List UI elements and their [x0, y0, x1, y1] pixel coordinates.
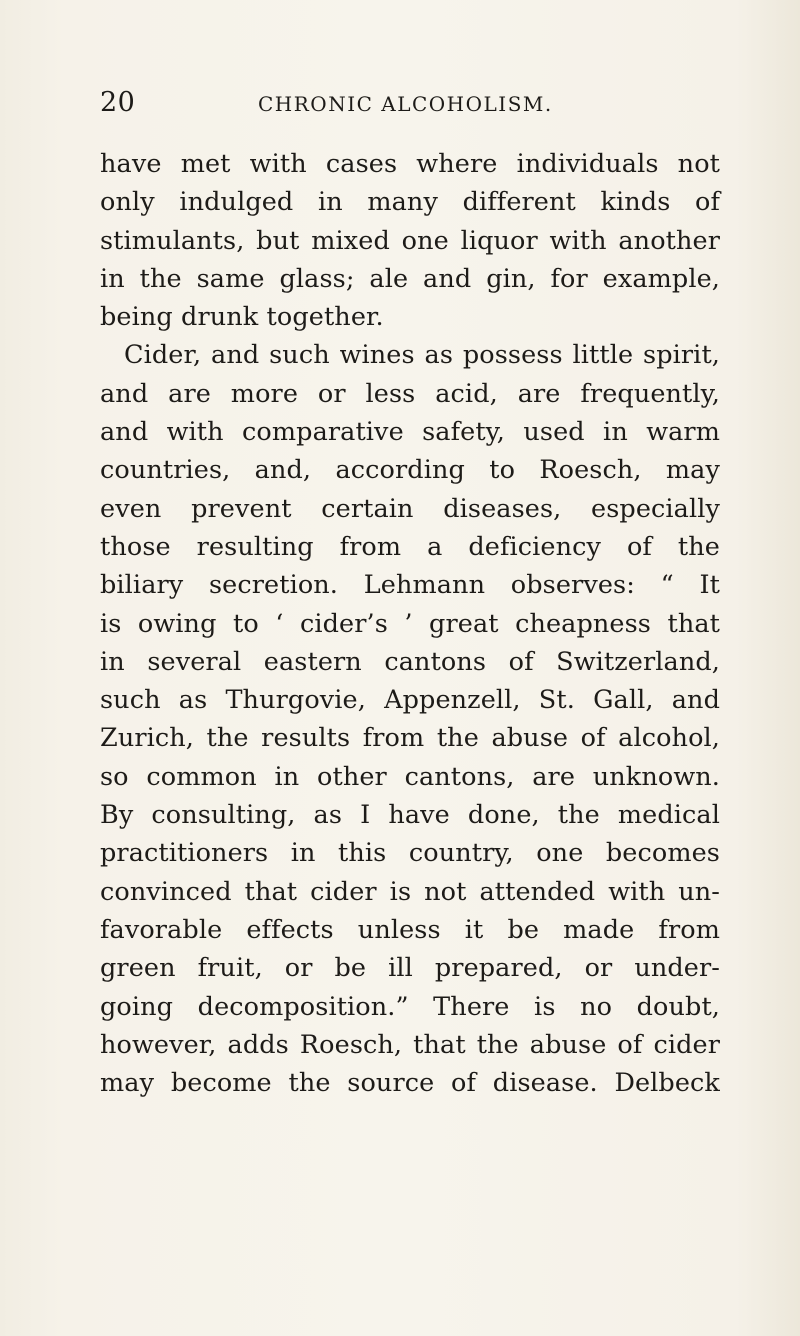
- text-line: green fruit, or be ill prepared, or under-: [100, 953, 720, 984]
- text-line: and with comparative safety, used in warm: [100, 417, 720, 448]
- text-line: being drunk together.: [100, 302, 384, 333]
- text-line: favorable effects unless it be made from: [100, 914, 720, 945]
- body-text: [100, 145, 720, 1102]
- text-line: practitioners in this country, one becomes: [100, 838, 720, 869]
- text-line: in several eastern cantons of Switzerland,: [100, 646, 720, 677]
- text-line: and are more or less acid, are frequently,: [100, 378, 720, 409]
- text-line: By consulting, as I have done, the medical: [100, 800, 720, 831]
- running-title: CHRONIC ALCOHOLISM.: [258, 92, 553, 116]
- text-line: may become the source of disease. Delbeck: [100, 1068, 720, 1099]
- text-line: so common in other cantons, are unknown.: [100, 761, 720, 792]
- text-line: even prevent certain diseases, especially: [100, 493, 720, 524]
- text-line: have met with cases where individuals not: [100, 149, 720, 179]
- text-line: however, adds Roesch, that the abuse of cider: [100, 1029, 720, 1060]
- text-line: Zurich, the results from the abuse of alcohol,: [100, 723, 720, 754]
- text-line: in the same glass; ale and gin, for example,: [100, 263, 720, 294]
- text-line: such as Thurgovie, Appenzell, St. Gall, and: [100, 685, 720, 716]
- text-line: those resulting from a deficiency of the: [100, 531, 720, 562]
- text-line: Cider, and such wines as possess little spirit,: [124, 340, 720, 371]
- page-number: 20: [100, 87, 136, 118]
- text-line: biliary secretion. Lehmann observes: “ It: [100, 570, 720, 601]
- text-line: convinced that cider is not attended with un-: [100, 876, 720, 907]
- text-line: is owing to ‘ cider’s ’ great cheapness that: [100, 608, 720, 639]
- text-line: going decomposition.” There is no doubt,: [100, 991, 720, 1022]
- text-line: stimulants, but mixed one liquor with another: [100, 225, 720, 256]
- running-head: [100, 88, 720, 118]
- text-line: countries, and, according to Roesch, may: [100, 455, 720, 486]
- text-line: only indulged in many different kinds of: [100, 187, 720, 218]
